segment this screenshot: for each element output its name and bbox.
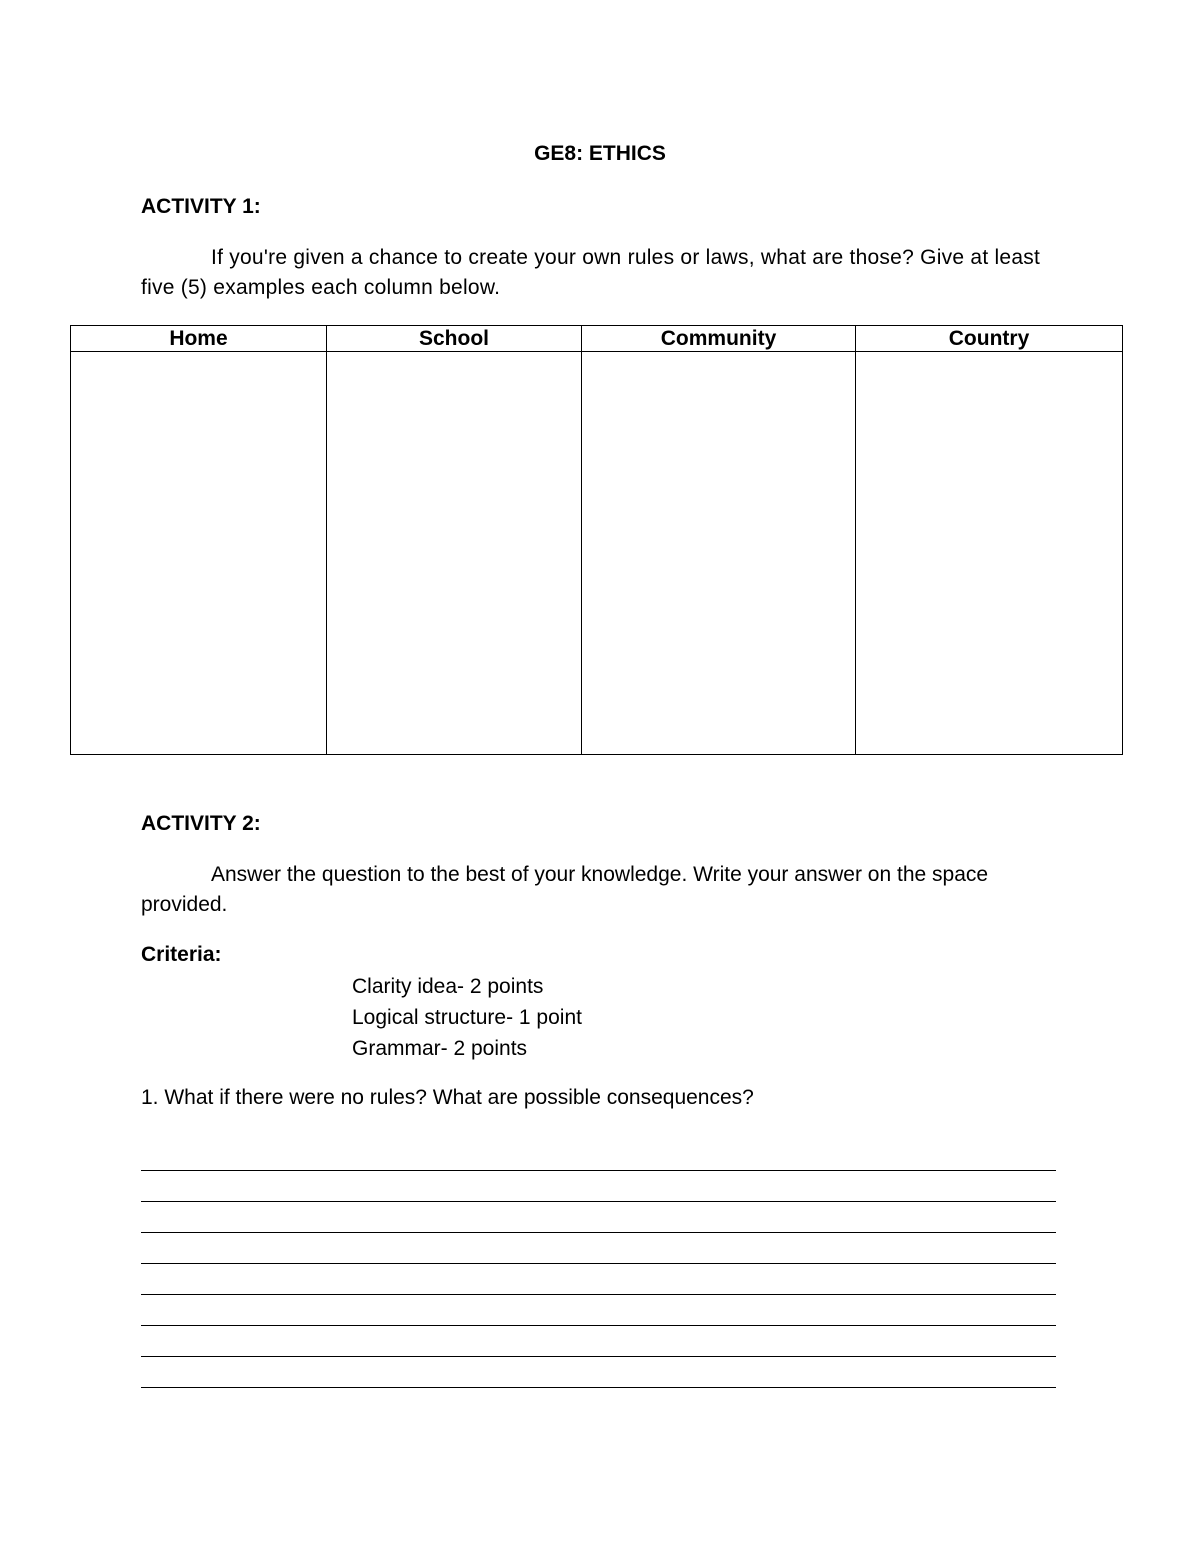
answer-line[interactable] [141, 1295, 1056, 1326]
activity2-instructions-text: Answer the question to the best of your knowledge. Write your answer on the space provided. [141, 863, 989, 916]
criteria-item-clarity: Clarity idea- 2 points [352, 975, 544, 998]
table-row [71, 352, 1123, 755]
answer-line[interactable] [141, 1326, 1056, 1357]
criteria-item-logical-structure: Logical structure- 1 point [352, 1006, 582, 1029]
school-answer-cell[interactable] [327, 352, 582, 755]
answer-line[interactable] [141, 1357, 1056, 1388]
rules-table [70, 325, 1123, 755]
country-answer-cell[interactable] [856, 352, 1123, 755]
criteria-list [352, 971, 582, 1064]
answer-lines [141, 1140, 1056, 1388]
home-answer-cell[interactable] [71, 352, 327, 755]
document-title: GE8: ETHICS [534, 142, 666, 165]
question-1: 1. What if there were no rules? What are possible consequences? [141, 1086, 754, 1109]
answer-line[interactable] [141, 1140, 1056, 1171]
column-header-community: Community [582, 326, 856, 352]
table-header-row [71, 326, 1123, 352]
answer-line[interactable] [141, 1171, 1056, 1202]
column-header-home: Home [71, 326, 327, 352]
community-answer-cell[interactable] [582, 352, 856, 755]
activity1-instructions [141, 243, 1061, 303]
column-header-school: School [327, 326, 582, 352]
activity2-instructions [141, 860, 1061, 920]
answer-line[interactable] [141, 1202, 1056, 1233]
column-header-country: Country [856, 326, 1123, 352]
activity2-heading: ACTIVITY 2: [141, 812, 261, 835]
criteria-item-grammar: Grammar- 2 points [352, 1037, 528, 1060]
activity1-heading: ACTIVITY 1: [141, 195, 261, 218]
activity1-instructions-text: If you're given a chance to create your own rules or laws, what are those? Give at least five (5) examples each column below. [141, 246, 1041, 299]
answer-line[interactable] [141, 1233, 1056, 1264]
answer-line[interactable] [141, 1264, 1056, 1295]
criteria-label: Criteria: [141, 943, 222, 966]
